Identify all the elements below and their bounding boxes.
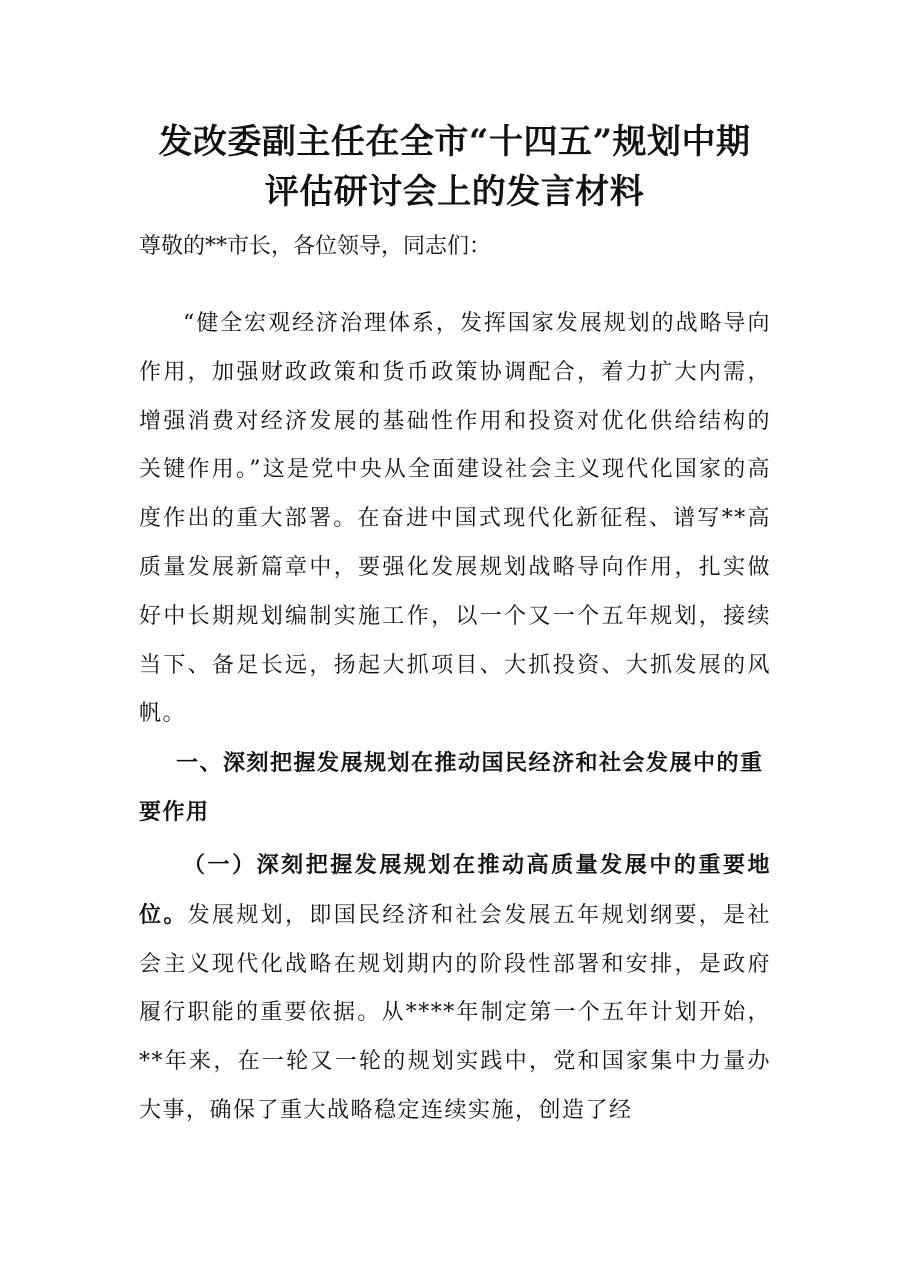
subheading-1: （一）深刻把握发展规划在推动高质量发展中的重要地位。 xyxy=(139,852,771,928)
title-line-2: 评估研讨会上的发言材料 xyxy=(264,172,645,212)
section-heading-1: 一、深刻把握发展规划在推动国民经济和社会发展中的重要作用 xyxy=(139,750,764,825)
salutation: 尊敬的**市长，各位领导，同志们： xyxy=(139,234,492,259)
paragraph-1: “健全宏观经济治理体系，发挥国家发展规划的战略导向作用，加强财政政策和货币政策协调配合，着力扩大内需，增强消费对经济发展的基础性作用和投资对优化供给结构的关键作用。”这是党中央从全面建设社会主义现代化国家的高度作出的重大部署。在奋进中国式现代化新征程、谱写**高质量发展新篇章中，要强化发展规划战略导向作用，扎实做好中长期规划编制实施工作，以一个又一个五年规划，接续当下、备足长远，扬起大抓项目、大抓投资、大抓发展的风帆。 xyxy=(139,311,771,727)
title-line-1: 发改委副主任在全市“十四五”规划中期 xyxy=(158,122,751,162)
paragraph-2-text: 发展规划，即国民经济和社会发展五年规划纲要，是社会主义现代化战略在规划期内的阶段性部署和安排，是政府履行职能的重要依据。从****年制定第一个五年计划开始，**年来，在一轮又一轮的规划实践中，党和国家集中力量办大事，确保了重大战略稳定连续实施，创造了经 xyxy=(139,902,771,1123)
document-title xyxy=(100,117,809,217)
paragraph-2 xyxy=(139,841,771,1136)
